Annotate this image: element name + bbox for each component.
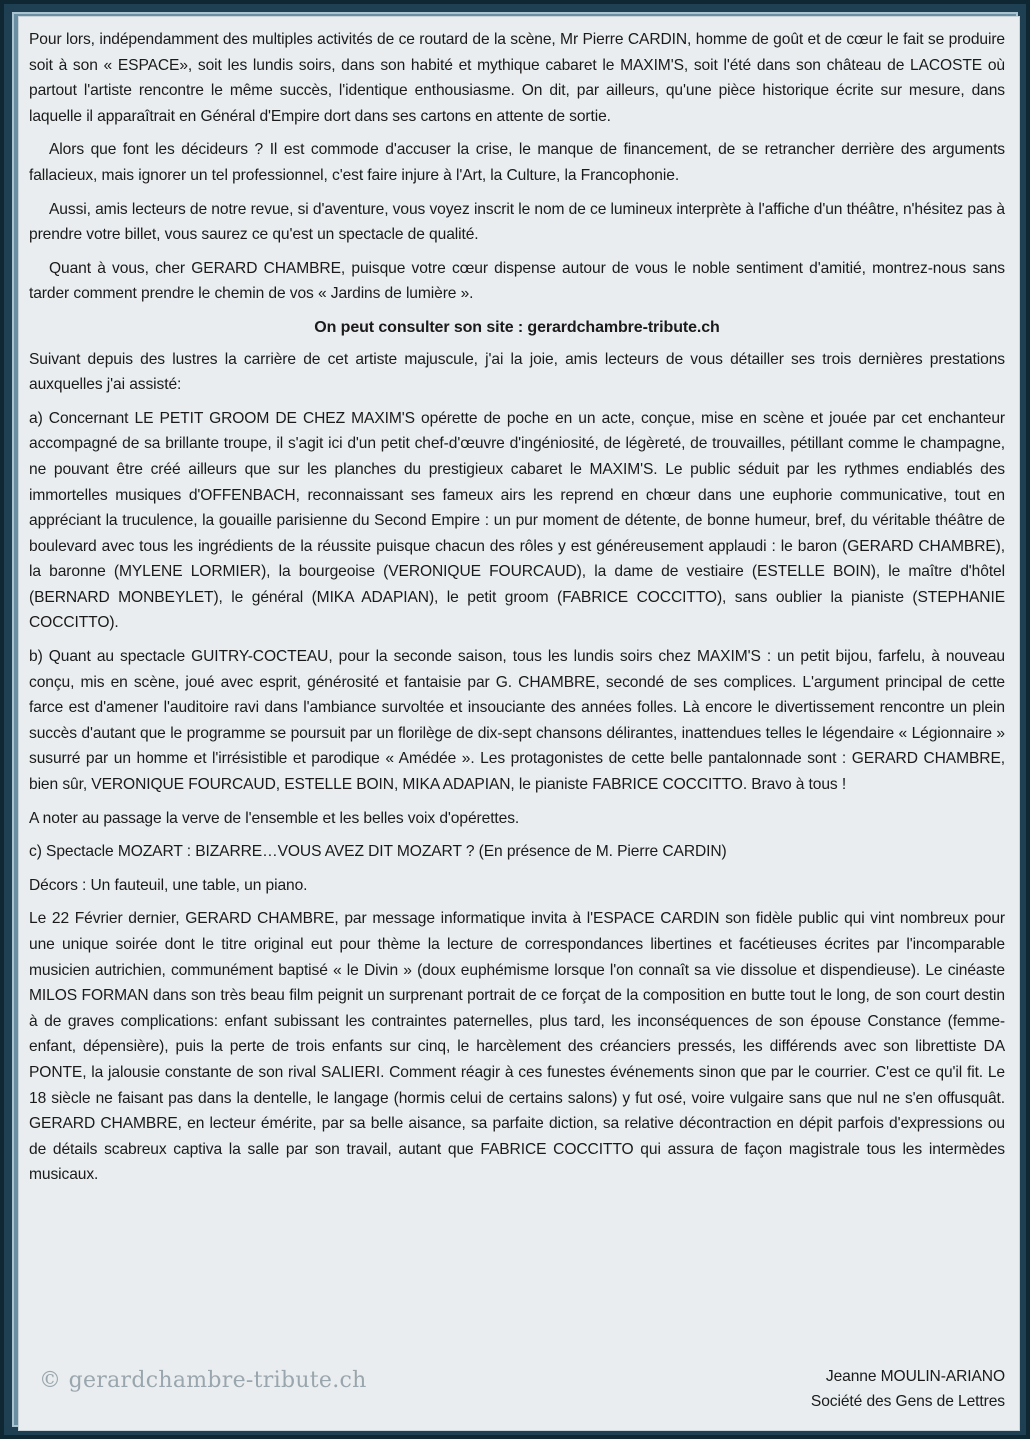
paragraph-jardins: Quant à vous, cher GERARD CHAMBRE, puisque votre cœur dispense autour de vous le noble sentiment d'amitié, montrez-nous sans tarder comment prendre le chemin de vos « Jardins de lumière ». [29, 259, 1005, 303]
paragraph-intro: Pour lors, indépendamment des multiples activités de ce routard de la scène, Mr Pierre CARDIN, homme de goût et de cœur le fait se produire soit à son « ESPACE», soit les lundis soirs, dans son habité et mythique cabaret le MAXIM'S, soit l'été dans son château de LACOSTE où partout l'artiste rencontre le même succès, l'identique enthousiasme. On dit, par ailleurs, qu'une pièce historique écrite sur mesure, dans laquelle il apparaîtrait en Général d'Empire dort dans ses cartons en attente de sortie. [29, 31, 1005, 125]
paragraph-a-noter: A noter au passage la verve de l'ensemble et les belles voix d'opérettes. [29, 809, 520, 827]
author-society: Société des Gens de Lettres [810, 1393, 1005, 1410]
document-page [18, 16, 1020, 1431]
paragraph-guitry-cocteau: b) Quant au spectacle GUITRY-COCTEAU, pour la seconde saison, tous les lundis soirs chez MAXIM'S : un petit bijou, farfelu, à nouveau conçu, mis en scène, joué avec esprit, générosité et fantaisie par G. CHAMBRE, secondé de ses complices. L'argument principal de cette farce est d'amener l'auditoire ravi dans l'ambiance survoltée et insouciante des années folles. Là encore le divertissement rencontre un plein succès d'autant que le programme se poursuit par un florilège de dix-sept chansons délirantes, inattendues telles le légendaire « Légionnaire » susurré par un homme et l'irrésistible et parodique « Amédée ». Les protagonistes de cette belle pantalonnade sont : GERARD CHAMBRE, bien sûr, VERONIQUE FOURCAUD, ESTELLE BOIN, MIKA ADAPIAN, le pianiste FABRICE COCCITTO. Bravo à tous ! [29, 648, 1005, 794]
author-name: Jeanne MOULIN-ARIANO [825, 1368, 1005, 1385]
page-footer [29, 1364, 1005, 1416]
paragraph-decors: Décors : Un fauteuil, une table, un piano. [29, 876, 308, 894]
paragraph-decideurs: Alors que font les décideurs ? Il est commode d'accuser la crise, le manque de financement, de se retrancher derrière des arguments fallacieux, mais ignorer un tel professionnel, c'est faire injure à l'Art, la Culture, la Francophonie. [29, 141, 1005, 184]
paragraph-petit-groom: a) Concernant LE PETIT GROOM DE CHEZ MAXIM'S opérette de poche en un acte, conçue, mise en scène et jouée par cet enchanteur accompagné de sa brillante troupe, il s'agit ici d'un petit chef-d'œuvre d'ingéniosité, de légèreté, de trouvailles, pétillant comme le champagne, ne pouvant être créé ailleurs que sur les planches du prestigieux cabaret le MAXIM'S. Le public séduit par les rythmes endiablés des immortelles musiques d'OFFENBACH, reconnaissant ses fameux airs les reprend en chœur dans une euphorie communicative, tout en appréciant la truculence, la gouaille parisienne du Second Empire : un pur moment de détente, de bonne humeur, bref, du véritable théâtre de boulevard avec tous les ingrédients de la réussite puisque chacun des rôles y est généreusement applaudi : le baron (GERARD CHAMBRE), la baronne (MYLENE LORMIER), la bourgeoise (VERONIQUE FOURCAUD), la dame de vestiaire (ESTELLE BOIN), le maître d'hôtel (BERNARD MONBEYLET), le général (MIKA ADAPIAN), le petit groom (FABRICE COCCITTO), sans oublier la pianiste (STEPHANIE COCCITTO). [29, 409, 1005, 632]
paragraph-22-fevrier: Le 22 Février dernier, GERARD CHAMBRE, par message informatique invita à l'ESPACE CARDIN son fidèle public qui vint nombreux pour une unique soirée dont le titre original eut pour thème la lecture de correspondances libertines et facétieuses écrites par l'incomparable musicien autrichien, communément baptisé « le Divin » (doux euphémisme lorsque l'on connaît sa vie dissolue et dispendieuse). Le cinéaste MILOS FORMAN dans son très beau film peignit un surprenant portrait de ce forçat de la composition en butte tout le long, de son court destin à de graves complications: enfant subissant les contraintes paternelles, plus tard, les inconséquences de son épouse Constance (femme-enfant, dépensière), puis la perte de trois enfants sur cinq, le harcèlement des créanciers pressés, les différends avec son librettiste DA PONTE, la jalousie constante de son rival SALIERI. Comment réagir à ces funestes événements sinon que par le courrier. C'est ce qu'il fit. Le 18 siècle ne faisant pas dans la dentelle, le langage (hormis celui de certains salons) y fut osé, voire vulgaire sans que nul ne s'en offusquât. GERARD CHAMBRE, en lecteur émérite, par sa belle aisance, sa parfaite diction, sa relative décontraction en dépit parfois d'expressions ou de détails scabreux captiva la salle par son travail, autant que FABRICE COCCITTO qui assura de façon magistrale tous les intermèdes musicaux. [29, 910, 1005, 1184]
site-link-line: On peut consulter son site : gerardchambre-tribute.ch [314, 318, 720, 336]
paragraph-suivant: Suivant depuis des lustres la carrière de cet artiste majuscule, j'ai la joie, amis lecteurs de vous détailler ses trois dernières prestations auxquelles j'ai assisté: [29, 350, 1005, 394]
copyright-watermark: © gerardchambre-tribute.ch [39, 1368, 367, 1393]
author-signature [811, 1364, 1005, 1414]
paragraph-mozart: c) Spectacle MOZART : BIZARRE…VOUS AVEZ DIT MOZART ? (En présence de M. Pierre CARDIN) [29, 843, 727, 861]
paragraph-lecteurs: Aussi, amis lecteurs de notre revue, si d'aventure, vous voyez inscrit le nom de ce lumineux interprète à l'affiche d'un théâtre, n'hésitez pas à prendre votre billet, vous saurez ce qu'est un spectacle de qualité. [29, 200, 1005, 244]
